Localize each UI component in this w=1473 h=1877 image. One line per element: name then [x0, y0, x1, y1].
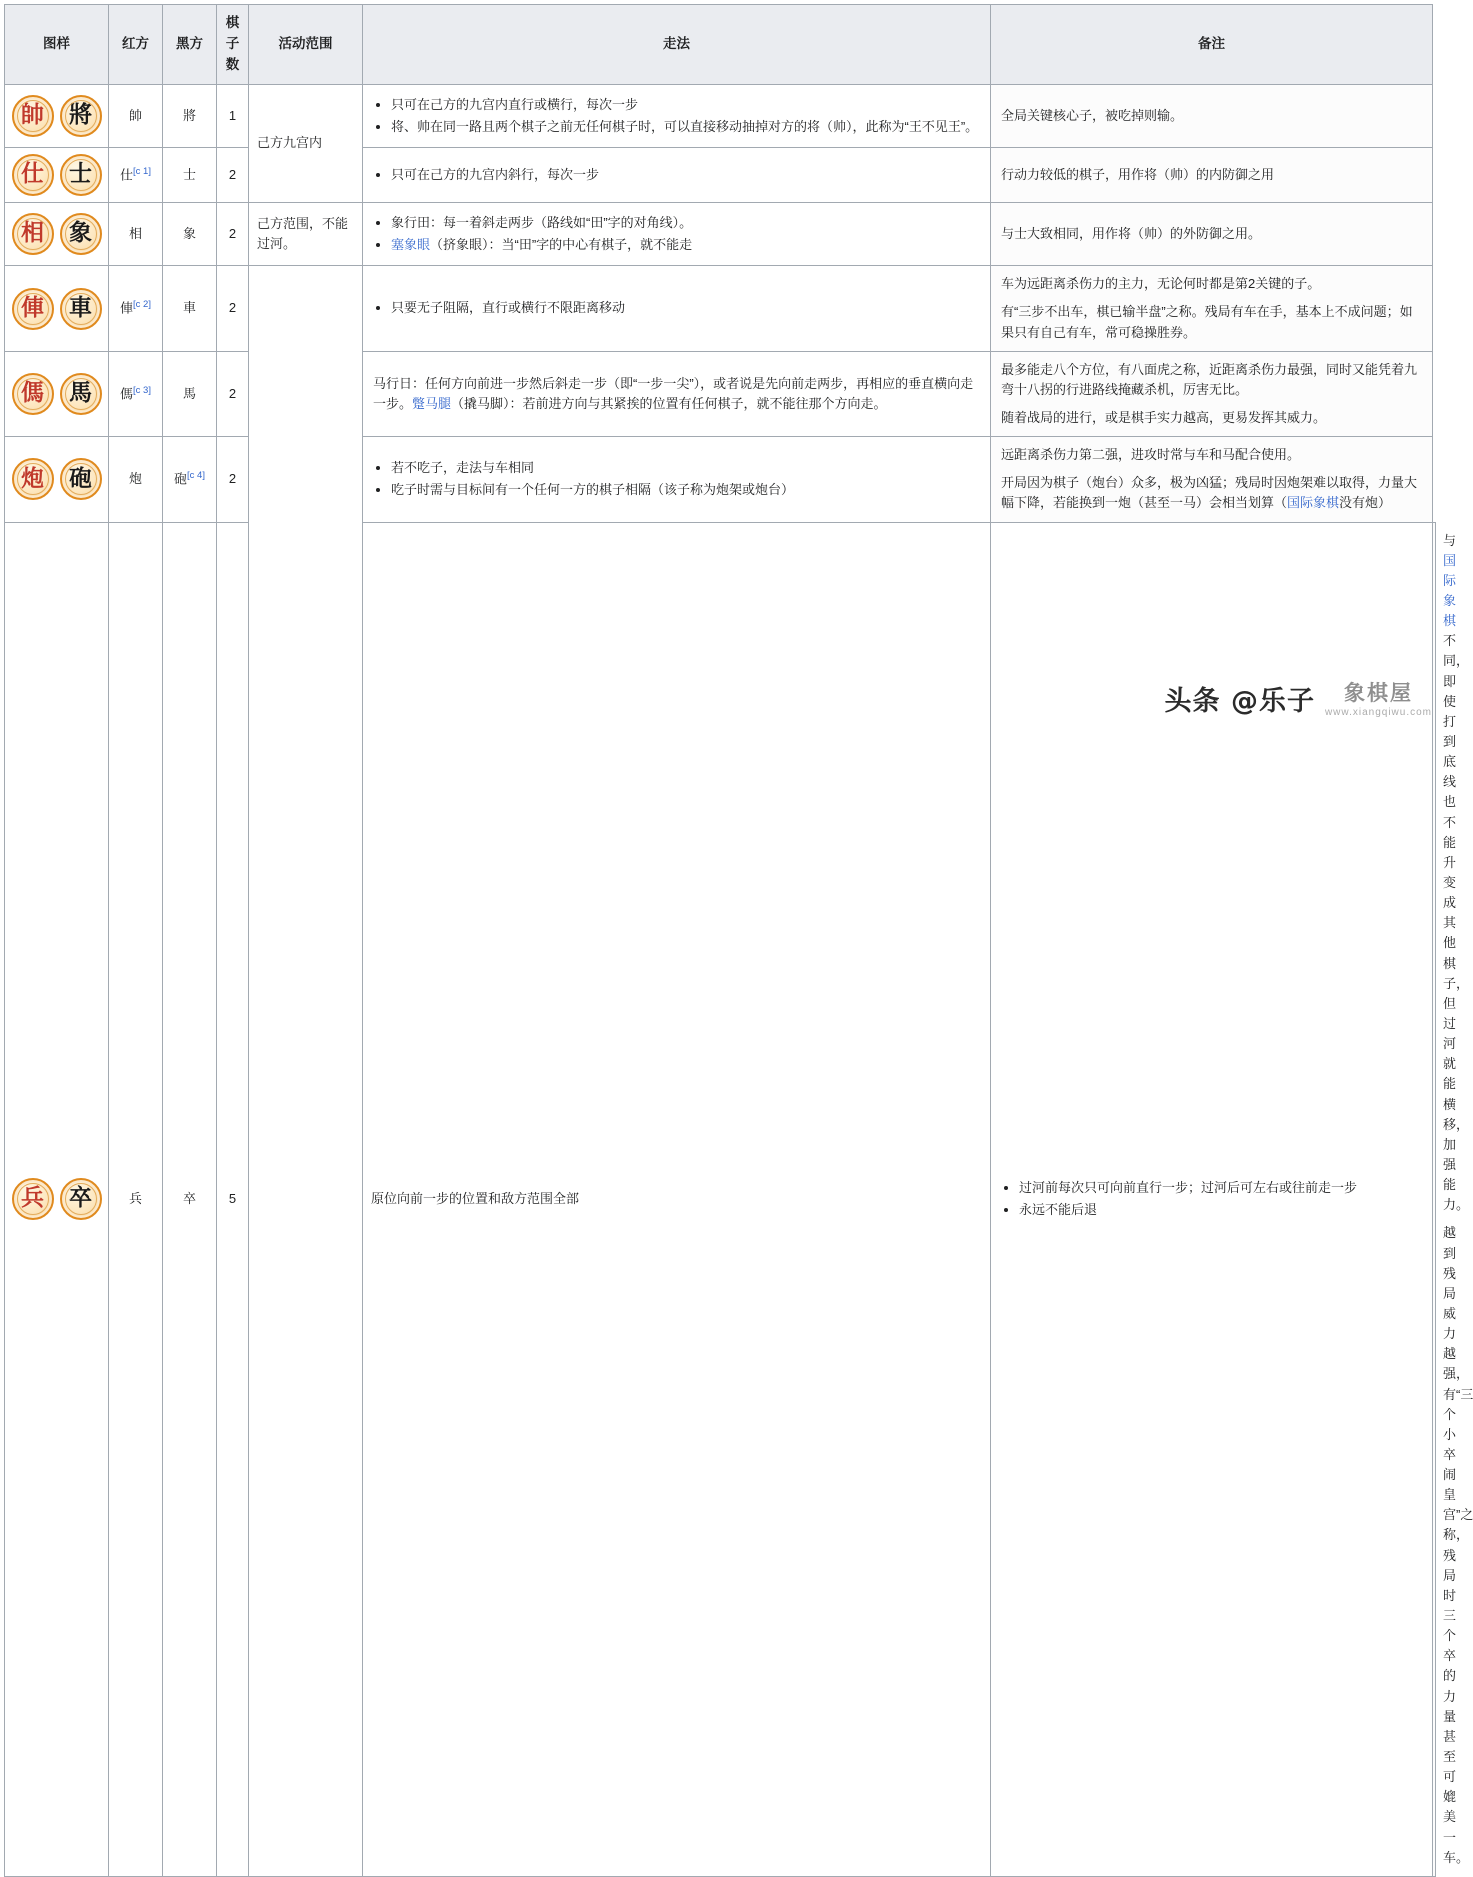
red-name-text: 仕 [120, 167, 134, 183]
remark-paragraph: 远距离杀伤力第二强，进攻时常与车和马配合使用。 [1001, 447, 1301, 463]
term-link-guojixiangqi[interactable]: 国际象棋 [1287, 495, 1340, 511]
remark-paragraph: 有“三步不出车，棋已输半盘”之称。残局有车在手，基本上不成问题；如果只有自己有车，常可稳操胜券。 [1001, 304, 1413, 340]
movement-text-part1: 马行日：任何方向前进一步然后斜走一步（即“一步一尖”），或者说是先向前走两步，再相应的垂直横向走一步。 [373, 375, 974, 411]
piece-image-cell [5, 148, 109, 203]
black-name: 士 [163, 148, 217, 203]
remark-paragraph: 随着战局的进行，或是棋手实力越高，更易发挥其威力。 [1001, 410, 1327, 426]
piece-black-general: 將 [60, 95, 102, 137]
piece-red-chariot: 俥 [12, 288, 54, 330]
header-black-side: 黑方 [163, 5, 217, 85]
red-name [109, 148, 163, 203]
movement-cell [363, 351, 991, 436]
header-piece-count: 棋子数 [217, 5, 249, 85]
range-text: 原位向前一步的位置和敌方范围全部 [363, 522, 991, 1876]
remark-paragraph: 全局关键核心子，被吃掉则输。 [1001, 107, 1184, 123]
movement-bullet: • 只可在己方的九宫内直行或横行，每次一步 [391, 95, 980, 115]
remarks-cell [991, 266, 1433, 351]
footnote-ref[interactable]: [c 3] [133, 384, 151, 396]
remarks-cell [991, 84, 1433, 147]
red-name-text: 俥 [120, 300, 134, 316]
movement-bullet: • 若不吃子，走法与车相同 [391, 458, 980, 478]
black-name: 卒 [163, 522, 217, 1876]
footnote-ref[interactable]: [c 2] [133, 299, 151, 311]
movement-bullet: • 吃子时需与目标间有一个任何一方的棋子相隔（该子称为炮架或炮台） [391, 480, 980, 500]
remark-text-part2: 不同，即使打到底线也不能升变成其他棋子，但过河就能横移，加强能力。 [1443, 633, 1470, 1213]
piece-count: 2 [217, 266, 249, 351]
piece-count: 5 [217, 522, 249, 1876]
movement-bullet: • 只可在己方的九宫内斜行，每次一步 [391, 165, 980, 185]
piece-black-horse: 馬 [60, 373, 102, 415]
remark-text-part2: 没有炮） [1339, 495, 1392, 511]
movement-cell [363, 266, 991, 351]
movement-cell [363, 203, 991, 266]
watermark-brand-title: 象棋屋 [1343, 681, 1413, 705]
piece-red-soldier: 兵 [12, 1178, 54, 1220]
range-text [249, 266, 363, 1877]
piece-count: 2 [217, 203, 249, 266]
remark-paragraph: 车为远距离杀伤力的主力，无论何时都是第2关键的子。 [1001, 276, 1321, 292]
remark-paragraph: 行动力较低的棋子，用作将（帅）的内防御之用 [1001, 166, 1275, 182]
movement-paragraph [373, 374, 980, 414]
black-name-text: 砲 [174, 471, 188, 487]
remarks-cell [991, 203, 1433, 266]
movement-bullet: • 永远不能后退 [1019, 1200, 1422, 1220]
table-row [5, 266, 1436, 351]
piece-count: 2 [217, 148, 249, 203]
red-name [109, 266, 163, 351]
piece-red-cannon: 炮 [12, 458, 54, 500]
piece-red-horse: 傌 [12, 373, 54, 415]
page-root [0, 4, 1473, 1865]
remarks-cell: 与国际象棋不同，即使打到底线也不能升变成其他棋子，但过河就能横移，加强能力。 越到残局威力越强，有“三个小卒闹皇宫”之称，残局时三个卒的力量甚至可媲美一车。 [1433, 522, 1436, 1876]
red-name: 兵 [109, 522, 163, 1876]
table-row [5, 437, 1436, 522]
table-row [5, 84, 1436, 147]
table-header-row [5, 5, 1436, 85]
term-link-biemadtui[interactable]: 蹩马腿 [412, 395, 452, 411]
remarks-cell [991, 351, 1433, 436]
piece-count: 2 [217, 437, 249, 522]
black-name: 將 [163, 84, 217, 147]
footnote-ref[interactable]: [c 1] [133, 165, 151, 177]
header-image: 图样 [5, 5, 109, 85]
piece-image-cell [5, 522, 109, 1876]
range-text: 己方范围，不能过河。 [249, 203, 363, 266]
watermark-headline: 头条 @乐子 [1164, 686, 1315, 717]
table-row [5, 203, 1436, 266]
red-name-text: 傌 [120, 386, 134, 402]
movement-bullet: • 只要无子阻隔，直行或横行不限距离移动 [391, 298, 980, 318]
remark-text-part1: 开局因为棋子（炮台）众多，极为凶猛；残局时因炮架难以取得，力量大幅下降，若能换到一炮（甚至一马）会相当划算（ [1001, 475, 1418, 511]
black-name: 車 [163, 266, 217, 351]
red-name [109, 351, 163, 436]
watermark-brand-url: www.xiangqiwu.com [1324, 707, 1432, 718]
movement-cell [363, 148, 991, 203]
red-name: 相 [109, 203, 163, 266]
black-name [163, 437, 217, 522]
movement-cell [363, 84, 991, 147]
header-remarks: 备注 [991, 5, 1433, 85]
range-text: 己方九宫内 [249, 84, 363, 202]
header-red-side: 红方 [109, 5, 163, 85]
piece-image-cell [5, 84, 109, 147]
footnote-ref[interactable]: [c 4] [187, 470, 205, 482]
piece-image-cell [5, 437, 109, 522]
piece-image-cell [5, 266, 109, 351]
term-link-guojixiangqi[interactable]: 国际象棋 [1443, 552, 1457, 629]
piece-red-advisor: 仕 [12, 154, 54, 196]
black-name: 馬 [163, 351, 217, 436]
piece-red-general: 帥 [12, 95, 54, 137]
piece-image-cell [5, 351, 109, 436]
movement-bullet-text: （挤象眼）：当“田”字的中心有棋子，就不能走 [430, 237, 693, 253]
movement-bullet: • 象行田：每一着斜走两步（路线如“田”字的对角线）。 [391, 213, 980, 233]
piece-black-advisor: 士 [60, 154, 102, 196]
remark-paragraph [1001, 473, 1422, 513]
piece-black-cannon: 砲 [60, 458, 102, 500]
movement-bullet: • 将、帅在同一路且两个棋子之前无任何棋子时，可以直接移动抽掉对方的将（帅），此称为“王不见王”。 [391, 117, 980, 137]
table-row [5, 522, 1436, 1876]
remark-paragraph: 与士大致相同，用作将（帅）的外防御之用。 [1001, 226, 1262, 242]
piece-image-cell [5, 203, 109, 266]
header-range: 活动范围 [249, 5, 363, 85]
table-row [5, 351, 1436, 436]
movement-bullet [391, 235, 980, 255]
piece-black-chariot: 車 [60, 288, 102, 330]
movement-text-part2: （撬马脚）：若前进方向与其紧挨的位置有任何棋子，就不能往那个方向走。 [451, 395, 887, 411]
black-name: 象 [163, 203, 217, 266]
piece-black-soldier: 卒 [60, 1178, 102, 1220]
movement-cell [991, 522, 1433, 1876]
header-movement: 走法 [363, 5, 991, 85]
remarks-cell [991, 437, 1433, 522]
red-name: 帥 [109, 84, 163, 147]
remark-paragraph: 最多能走八个方位，有八面虎之称，近距离杀伤力最强，同时又能凭着九弯十八拐的行进路线掩藏杀机，厉害无比。 [1001, 361, 1418, 397]
xiangqi-pieces-table [4, 4, 1473, 1877]
piece-count: 2 [217, 351, 249, 436]
piece-red-elephant: 相 [12, 213, 54, 255]
table-row [5, 148, 1436, 203]
remarks-cell [991, 148, 1433, 203]
remark-text-part1: 与 [1443, 532, 1457, 548]
piece-black-elephant: 象 [60, 213, 102, 255]
red-name: 炮 [109, 437, 163, 522]
term-link-saixiangyan[interactable]: 塞象眼 [391, 237, 431, 253]
piece-count: 1 [217, 84, 249, 147]
movement-cell [363, 437, 991, 522]
movement-bullet: • 过河前每次只可向前直行一步；过河后可左右或往前走一步 [1019, 1178, 1422, 1198]
